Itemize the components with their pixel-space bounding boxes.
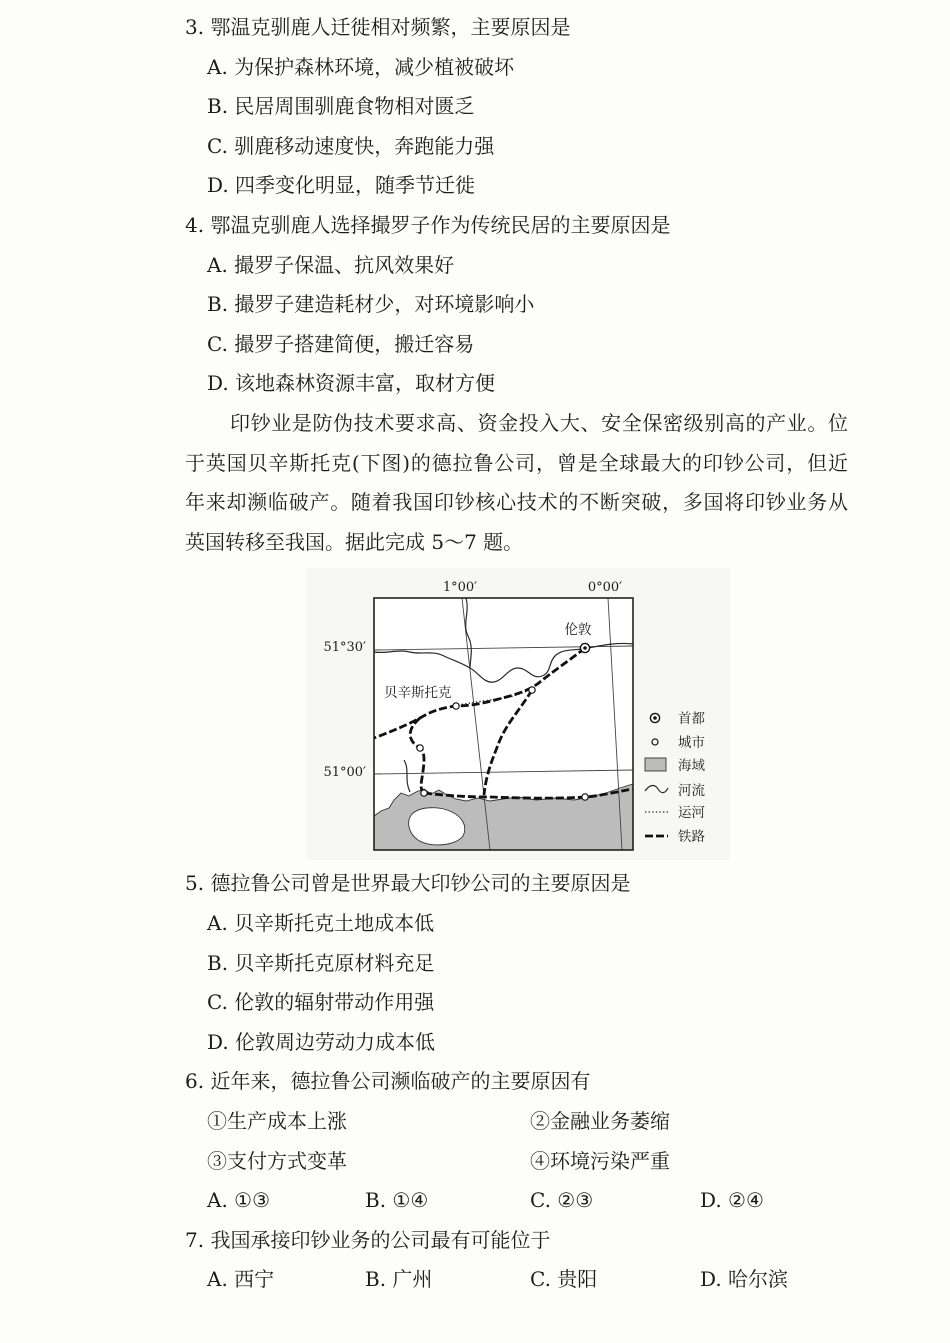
question-6-options-row bbox=[0, 1181, 950, 1221]
question-4-stem: 4. 鄂温克驯鹿人选择撮罗子作为传统民居的主要原因是 bbox=[185, 212, 671, 237]
latitude-label-51-30: 51°30′ bbox=[323, 640, 366, 655]
question-6-statements-row-1 bbox=[0, 1102, 950, 1142]
question-6-option-b: B. ①④ bbox=[365, 1188, 429, 1213]
capital-icon bbox=[650, 713, 659, 722]
question-3-stem: 3. 鄂温克驯鹿人迁徙相对频繁，主要原因是 bbox=[185, 15, 571, 39]
passage-line-3: 年来却濒临破产。随着我国印钞核心技术的不断突破，多国将印钞业务从 bbox=[185, 490, 848, 515]
question-6-statement-4: ④环境污染严重 bbox=[530, 1148, 670, 1173]
question-5-option-c: C. 伦敦的辐射带动作用强 bbox=[207, 990, 435, 1015]
question-3-option-c: C. 驯鹿移动速度快，奔跑能力强 bbox=[207, 133, 495, 158]
question-7-options-row bbox=[0, 1260, 950, 1300]
question-5-option-a: A. 贝辛斯托克土地成本低 bbox=[207, 910, 435, 935]
longitude-label-0: 0°00′ bbox=[587, 580, 623, 595]
question-4-option-c: C. 撮罗子搭建简便，搬迁容易 bbox=[207, 331, 475, 356]
basingstoke-location-map bbox=[0, 562, 950, 864]
city-marker bbox=[417, 745, 423, 751]
question-6-statements-row-2 bbox=[0, 1142, 950, 1182]
question-6-statement-1: ①生产成本上涨 bbox=[207, 1108, 347, 1133]
upper-section bbox=[0, 8, 950, 562]
question-6-stem: 6. 近年来，德拉鲁公司濒临破产的主要原因有 bbox=[185, 1069, 591, 1094]
question-3-option-a: A. 为保护森林环境，减少植被破坏 bbox=[207, 54, 515, 79]
legend-label-sea: 海域 bbox=[678, 758, 705, 774]
city-icon bbox=[652, 739, 658, 745]
question-3-option-d: D. 四季变化明显，随季节迁徙 bbox=[207, 173, 476, 198]
passage-line-4: 英国转移至我国。据此完成 5～7 题。 bbox=[185, 529, 524, 554]
city-marker bbox=[421, 790, 427, 796]
question-3-option-b: B. 民居周围驯鹿食物相对匮乏 bbox=[207, 94, 475, 119]
legend-label-capital: 首都 bbox=[678, 711, 705, 727]
city-marker bbox=[582, 794, 588, 800]
label-basingstoke: 贝辛斯托克 bbox=[384, 685, 452, 701]
question-6-option-c: C. ②③ bbox=[530, 1188, 594, 1213]
question-7-stem: 7. 我国承接印钞业务的公司最有可能位于 bbox=[185, 1227, 551, 1252]
passage-line-2: 于英国贝辛斯托克(下图)的德拉鲁公司，曾是全球最大的印钞公司，但近 bbox=[185, 450, 848, 475]
question-5-option-b: B. 贝辛斯托克原材料充足 bbox=[207, 950, 435, 975]
question-6-statement-2: ②金融业务萎缩 bbox=[530, 1108, 670, 1133]
question-7-option-a: A. 西宁 bbox=[207, 1267, 275, 1292]
question-6-statement-3: ③支付方式变革 bbox=[207, 1148, 347, 1173]
legend-label-river: 河流 bbox=[678, 783, 705, 799]
latitude-label-51-00: 51°00′ bbox=[323, 765, 366, 780]
question-7-option-b: B. 广州 bbox=[365, 1267, 433, 1292]
capital-london bbox=[580, 643, 589, 652]
city-marker bbox=[529, 687, 535, 693]
question-4-option-a: A. 撮罗子保温、抗风效果好 bbox=[207, 252, 455, 277]
capital-dot bbox=[583, 646, 587, 650]
legend-label-canal: 运河 bbox=[678, 805, 705, 821]
question-5-stem: 5. 德拉鲁公司曾是世界最大印钞公司的主要原因是 bbox=[185, 871, 631, 896]
question-7-option-d: D. 哈尔滨 bbox=[700, 1267, 789, 1292]
question-4-option-b: B. 撮罗子建造耗材少，对环境影响小 bbox=[207, 292, 535, 317]
legend-label-railway: 铁路 bbox=[678, 829, 705, 845]
question-5-option-d: D. 伦敦周边劳动力成本低 bbox=[207, 1029, 436, 1054]
question-6-option-d: D. ②④ bbox=[700, 1188, 764, 1213]
sea-swatch-icon bbox=[645, 758, 666, 771]
legend-label-city: 城市 bbox=[678, 735, 705, 751]
label-london: 伦敦 bbox=[564, 622, 592, 638]
passage-line-1: 印钞业是防伪技术要求高、资金投入大、安全保密级别高的产业。位 bbox=[230, 410, 848, 435]
question-4-option-d: D. 该地森林资源丰富，取材方便 bbox=[207, 371, 496, 396]
question-7-option-c: C. 贵阳 bbox=[530, 1267, 598, 1292]
legend-capital-dot bbox=[653, 716, 657, 720]
city-basingstoke bbox=[453, 703, 459, 709]
lower-section bbox=[0, 864, 950, 1300]
question-6-option-a: A. ①③ bbox=[207, 1188, 271, 1213]
longitude-label-1: 1°00′ bbox=[442, 580, 478, 595]
